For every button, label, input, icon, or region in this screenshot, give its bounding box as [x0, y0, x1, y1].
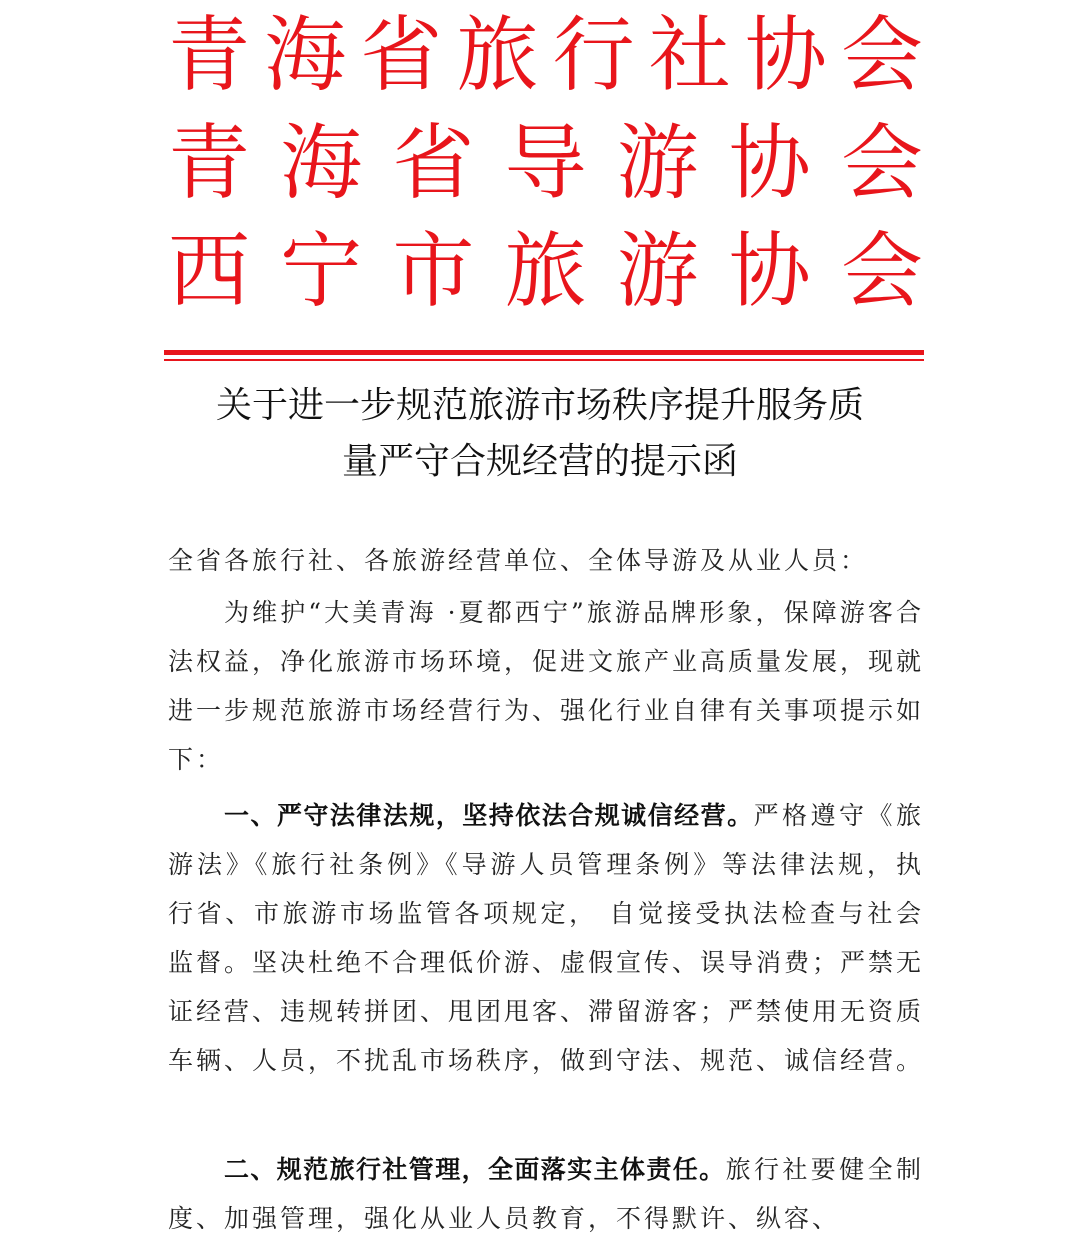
red-divider-thick — [164, 350, 924, 355]
header-char: 协 — [728, 224, 811, 319]
item-heading: 一、严守法律法规，坚持依法合规诚信经营。 — [224, 801, 754, 830]
salutation: 全省各旅行社、各旅游经营单位、全体导游及从业人员： — [168, 546, 869, 575]
header-char: 旅 — [504, 224, 587, 319]
red-divider-thin — [164, 359, 924, 361]
header-char: 行 — [552, 8, 635, 103]
header-line-xining-tourism-association — [168, 222, 923, 322]
title-line-2: 量严守合规经营的提示函 — [341, 441, 738, 482]
header-char: 会 — [840, 224, 923, 319]
header-line-tour-guide-association — [168, 114, 923, 214]
header-char: 游 — [616, 224, 699, 319]
header-char: 海 — [264, 8, 347, 103]
header-char: 协 — [728, 116, 811, 211]
item-heading: 二、规范旅行社管理，全面落实主体责任。 — [224, 1155, 726, 1184]
item-paragraph-1 — [168, 791, 924, 1085]
item-text: 旅行社要健全制度、加强管理，强化从业人员教育，不得默许、纵容、 — [168, 1155, 924, 1233]
header-char: 省 — [360, 8, 443, 103]
header-char: 导 — [504, 116, 587, 211]
item-text: 严格遵守《旅游法》《旅行社条例》《导游人员管理条例》等法律法规，执行省、市旅游市场监管各项规定， 自觉接受执法检查与社会监督。坚决杜绝不合理低价游、虚假宣传、误导消费；严禁无证经营、违规转拼团、甩团甩客、滞留游客；严禁使用无资质车辆、人员，不扰乱市场秩序，做到守法、规范、诚信经营。 — [168, 801, 925, 1075]
header-char: 海 — [280, 116, 363, 211]
header-char: 游 — [616, 116, 699, 211]
header-char: 西 — [168, 224, 251, 319]
header-char: 省 — [392, 116, 475, 211]
document-title — [160, 378, 920, 490]
title-line-1: 关于进一步规范旅游市场秩序提升服务质 — [215, 385, 864, 426]
header-char: 协 — [744, 8, 827, 103]
header-char: 青 — [168, 8, 251, 103]
header-char: 会 — [840, 116, 923, 211]
header-char: 旅 — [456, 8, 539, 103]
intro-paragraph: 为维护“大美青海 ·夏都西宁”旅游品牌形象，保障游客合法权益，净化旅游市场环境，促进文旅产业高质量发展，现就进一步规范旅游市场经营行为、强化行业自律有关事项提示如下： — [168, 598, 925, 774]
item-paragraph-2 — [168, 1145, 924, 1243]
header-char: 社 — [648, 8, 731, 103]
header-char: 宁 — [280, 224, 363, 319]
header-char: 市 — [392, 224, 475, 319]
header-char: 会 — [840, 8, 923, 103]
header-line-travel-agency-association — [168, 6, 923, 106]
header-char: 青 — [168, 116, 251, 211]
